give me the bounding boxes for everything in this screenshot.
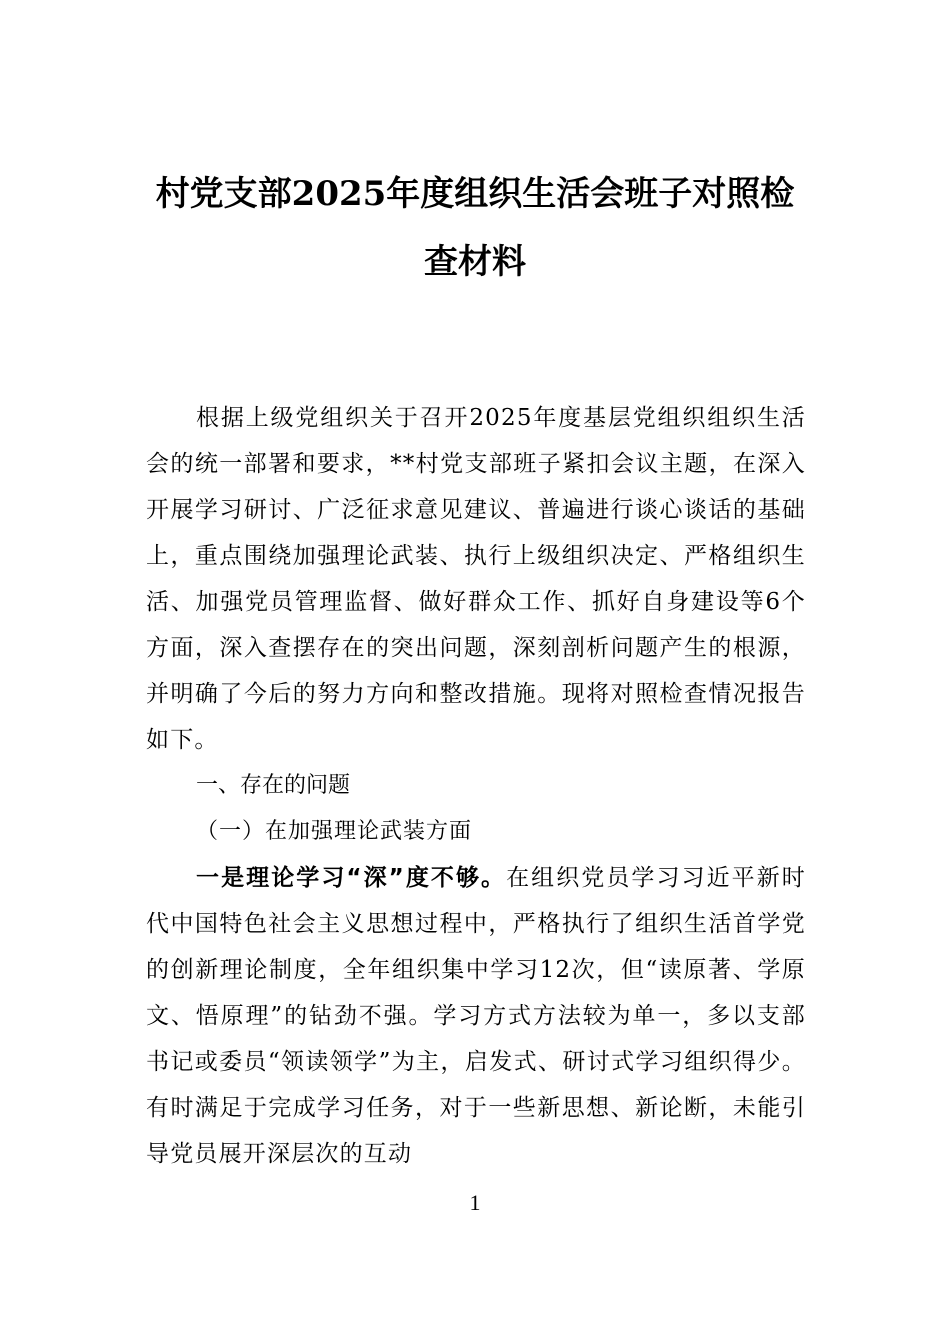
page-number: 1 — [469, 1190, 481, 1215]
point-paragraph — [146, 855, 806, 1177]
section-heading: 一、存在的问题 — [196, 773, 351, 798]
document-title: 村党支部2025年度组织生活会班子对照检查材料 — [155, 174, 795, 282]
intro-paragraph: 根据上级党组织关于召开2025年度基层党组织组织生活会的统一部署和要求，**村党支部班子紧扣会议主题，在深入开展学习研讨、广泛征求意见建议、普遍进行谈心谈话的基础上，重点围绕加强理论武装、执行上级组织决定、严格组织生活、加强党员管理监督、做好群众工作、抓好自身建设等6个方面，深入查摆存在的突出问题，深刻剖析问题产生的根源，并明确了今后的努力方向和整改措施。现将对照检查情况报告如下。 — [146, 405, 806, 753]
point-text: 在组织党员学习习近平新时代中国特色社会主义思想过程中，严格执行了组织生活首学党的创新理论制度，全年组织集中学习12次，但“读原著、学原文、悟原理”的钻劲不强。学习方式方法较为单一，多以支部书记或委员“领读领学”为主，启发式、研讨式学习组织得少。有时满足于完成学习任务，对于一些新思想、新论断，未能引导党员展开深层次的互动 — [146, 865, 806, 1167]
subsection-heading: （一）在加强理论武装方面 — [196, 819, 473, 844]
point-lead: 一是理论学习“深”度不够。 — [196, 865, 507, 891]
document-body — [146, 395, 806, 1177]
